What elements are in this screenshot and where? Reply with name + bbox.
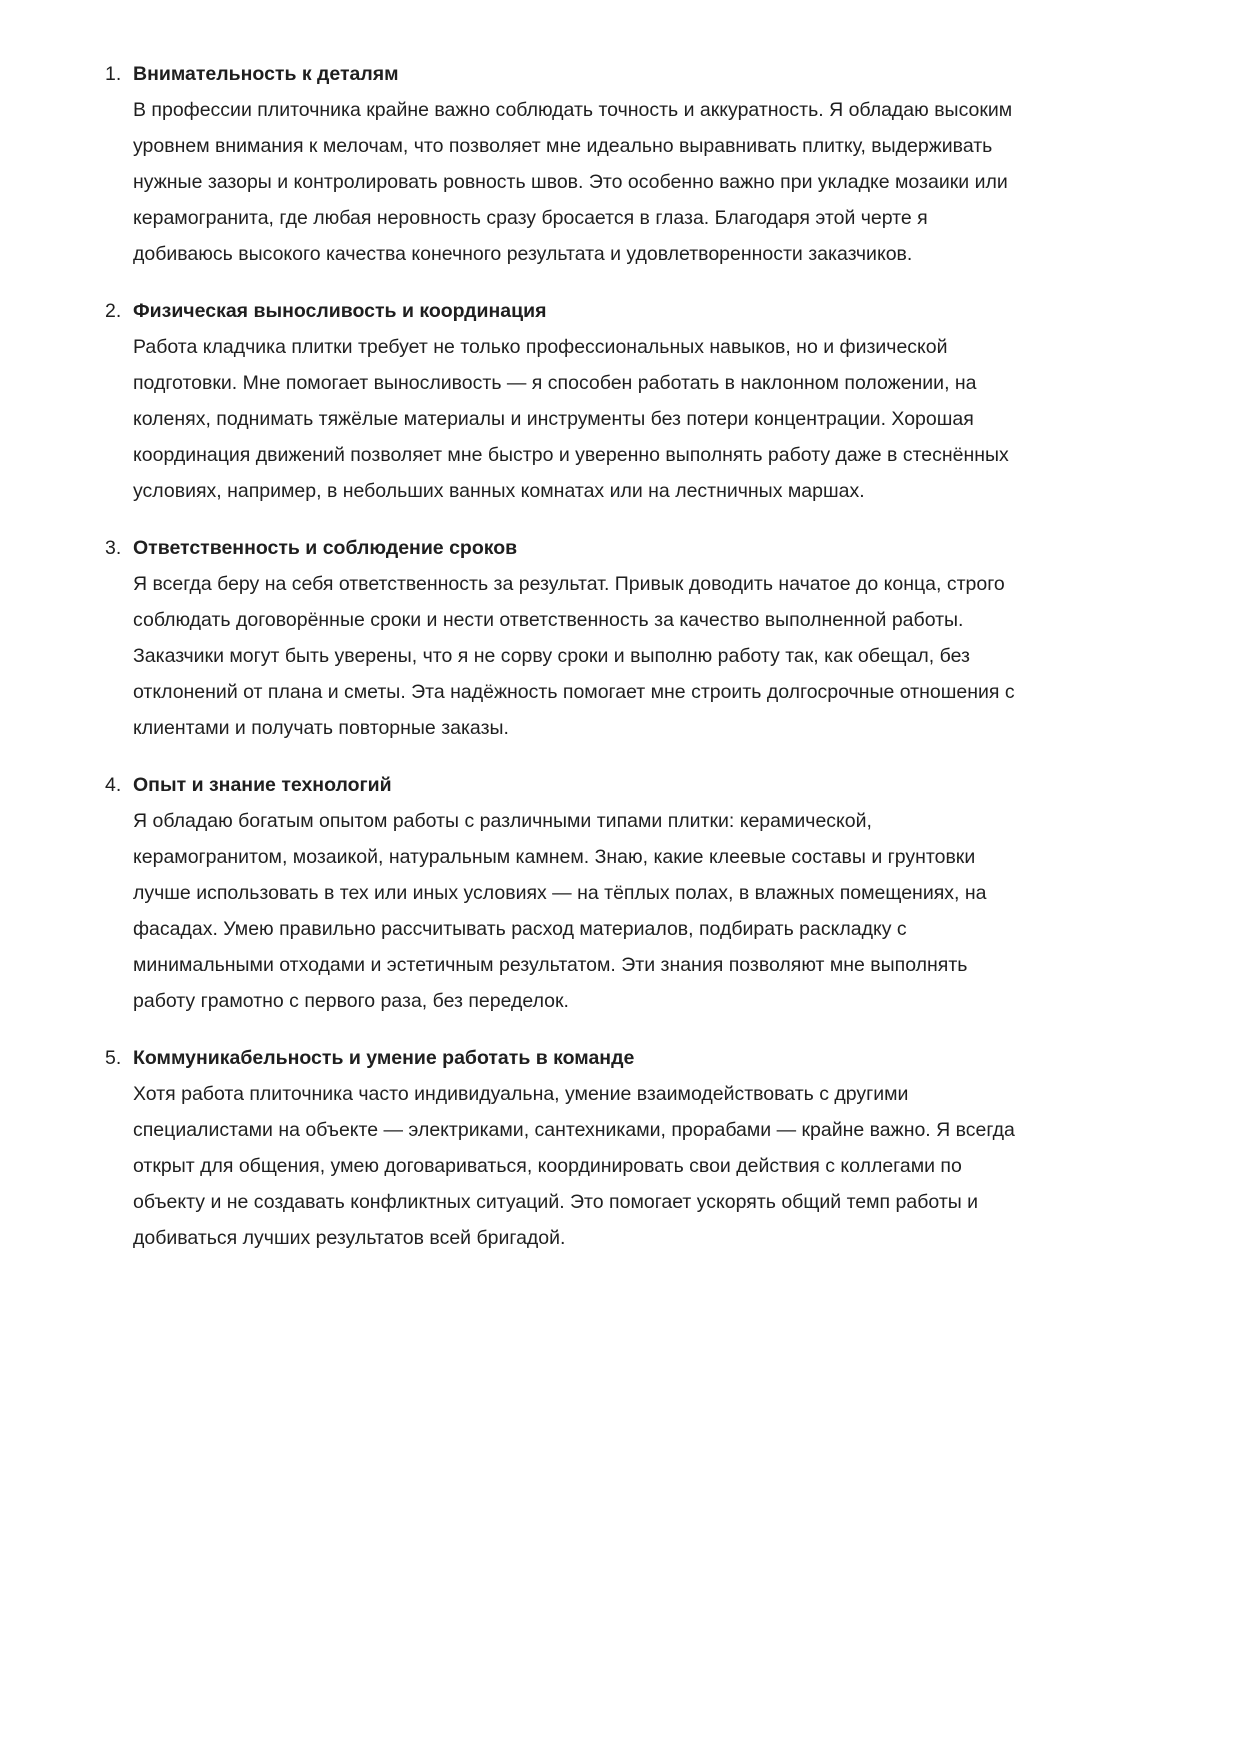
item-title: Физическая выносливость и координация bbox=[133, 300, 547, 322]
item-title: Коммуникабельность и умение работать в команде bbox=[133, 1047, 635, 1069]
item-body: Я обладаю богатым опытом работы с различными типами плитки: керамической, керамогранитом, мозаикой, натуральным камнем. Знаю, какие клеевые составы и грунтовки лучше использовать в тех или иных условиях — на тёплых полах, в влажных помещениях, на фасадах. Умею правильно рассчитывать расход материалов, подбирать раскладку с минимальными отходами и эстетичным результатом. Эти знания позволяют мне выполнять работу грамотно с первого раза, без переделок. bbox=[133, 810, 987, 1012]
list-item bbox=[105, 1040, 1020, 1256]
item-title: Внимательность к деталям bbox=[133, 63, 399, 85]
item-number: 4. bbox=[105, 774, 122, 796]
item-title: Ответственность и соблюдение сроков bbox=[133, 537, 518, 559]
item-body: Я всегда беру на себя ответственность за результат. Привык доводить начатое до конца, строго соблюдать договорённые сроки и нести ответственность за качество выполненной работы. Заказчики могут быть уверены, что я не сорву сроки и выполню работу так, как обещал, без отклонений от плана и сметы. Эта надёжность помогает мне строить долгосрочные отношения с клиентами и получать повторные заказы. bbox=[133, 573, 1015, 739]
item-title: Опыт и знание технологий bbox=[133, 774, 392, 796]
item-number: 5. bbox=[105, 1047, 122, 1069]
item-number: 3. bbox=[105, 537, 122, 559]
item-body: Хотя работа плиточника часто индивидуальна, умение взаимодействовать с другими специалистами на объекте — электриками, сантехниками, прорабами — крайне важно. Я всегда открыт для общения, умею договариваться, координировать свои действия с коллегами по объекту и не создавать конфликтных ситуаций. Это помогает ускорять общий темп работы и добиваться лучших результатов всей бригадой. bbox=[133, 1083, 1015, 1249]
item-number: 2. bbox=[105, 300, 122, 322]
list-item bbox=[105, 56, 1020, 272]
item-number: 1. bbox=[105, 63, 122, 85]
list-item bbox=[105, 767, 1020, 1019]
numbered-list bbox=[105, 56, 1020, 1256]
item-body: В профессии плиточника крайне важно соблюдать точность и аккуратность. Я обладаю высоким уровнем внимания к мелочам, что позволяет мне идеально выравнивать плитку, выдерживать нужные зазоры и контролировать ровность швов. Это особенно важно при укладке мозаики или керамогранита, где любая неровность сразу бросается в глаза. Благодаря этой черте я добиваюсь высокого качества конечного результата и удовлетворенности заказчиков. bbox=[133, 99, 1013, 265]
item-body: Работа кладчика плитки требует не только профессиональных навыков, но и физической подготовки. Мне помогает выносливость — я способен работать в наклонном положении, на коленях, поднимать тяжёлые материалы и инструменты без потери концентрации. Хорошая координация движений позволяет мне быстро и уверенно выполнять работу даже в стеснённых условиях, например, в небольших ванных комнатах или на лестничных маршах. bbox=[133, 336, 1009, 502]
list-item bbox=[105, 530, 1020, 746]
list-item bbox=[105, 293, 1020, 509]
